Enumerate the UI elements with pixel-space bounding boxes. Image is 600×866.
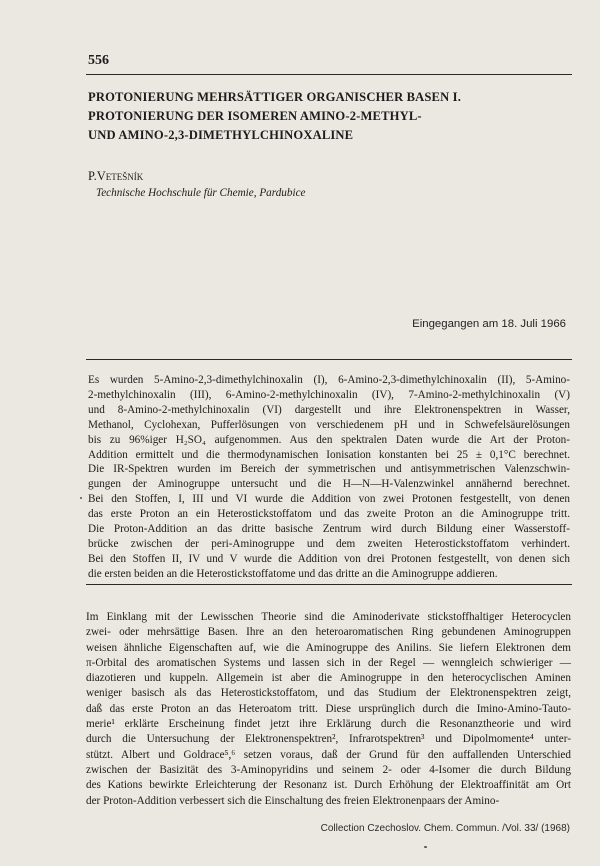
abstract-line: gungen der Aminogruppe untersucht und die H—N—H-Valenzwinkel annähernd berechnet. [88,478,570,491]
body-line: zwischen der Basizität des 3-Aminopyridins und seinem 2- oder 4-Isomer die durch Bildung [86,763,571,776]
header-rule [86,74,572,75]
body-line: diazotieren und kuppeln. Allgemein ist aber die Aminogruppe in den heterocyclischen Aminen [86,672,571,685]
scan-speck [424,846,427,848]
body-line: π-Orbital des aromatischen Systems und lassen sich in der Regel — wenngleich schwieriger — [86,656,571,669]
abstract-bottom-rule [86,584,572,585]
abstract-line: 2-methylchinoxalin (III), 6-Amino-2-methylchinoxalin (IV), 7-Amino-2-methylchinoxalin (V) [88,388,570,401]
journal-footer: Collection Czechoslov. Chem. Commun. /Vol. 33/ (1968) [320,823,570,834]
body-line: weisen ähnliche Eigenschaften auf, wie die Aminogruppe des Anilins. Sie liefern Elektronen dem [86,641,571,654]
abstract-line: Die IR-Spektren wurden im Bereich der symmetrischen und antisymmetrischen Valenzschwin- [88,463,570,476]
page-number: 556 [88,53,109,68]
author [88,169,143,184]
body-line: daß das erste Proton an das Heteroatom tritt. Diese ursprünglich durch die Imino-Amino-Tauto- [86,702,571,715]
abstract-line: das erste Proton an ein Heterostickstoffatom und das zweite Proton an die Aminogruppe tritt. [88,508,570,521]
article-title [88,88,558,145]
body-line: weniger basisch als das Heterostickstoffatom, und das Studium der Elektronenspektren zeigt, [86,687,571,700]
abstract-line: und 8-Amino-2-methylchinoxalin (VI) dargestellt und ihre Elektronenspektren in Wasser, [88,403,570,416]
abstract-line: Methanol, Cyclohexan, Pufferlösungen von verschiedenem pH und in Schwefelsäurelösungen [88,418,570,431]
scan-speck [80,497,82,499]
abstract-line: die ersten beiden an die Heterostickstoffatome und das dritte an die Aminogruppe addieren. [88,567,498,580]
body-line: stützt. Albert und Goldrace⁵,⁶ setzen voraus, daß der Grund für den auffallenden Unterschied [86,748,571,761]
body-line: der Proton-Addition verbessert sich die Einschaltung des freien Elektronenpaars der Amino- [86,794,500,807]
abstract [88,373,570,582]
abstract-line: Addition ermittelt und die thermodynamischen Ionisation konstanten bei 25 ± 0,1°C berechnet. [88,448,570,461]
received-date: Eingegangen am 18. Juli 1966 [412,318,566,330]
abstract-top-rule [86,359,572,360]
affiliation: Technische Hochschule für Chemie, Pardubice [96,187,306,199]
title-line-1: PROTONIERUNG MEHRSÄTTIGER ORGANISCHER BASEN I. [88,90,461,104]
body-line: Im Einklang mit der Lewisschen Theorie sind die Aminoderivate stickstoffhaltiger Heterocyclen [86,611,571,623]
title-line-3: UND AMINO-2,3-DIMETHYLCHINOXALINE [88,128,354,142]
abstract-line: bis zu 96%iger H₂SO₄ aufgenommen. Aus den spektralen Daten wurde die Art der Proton- [88,433,570,446]
body-line: des Kations bewirkte Erleichterung der Resonanz ist. Durch Erhöhung der Elektroaffinität am Ort [86,779,571,792]
abstract-line: Bei den Stoffen, I, III und VI wurde die Addition von zwei Protonen festgestellt, von denen [88,493,570,506]
body-text [86,610,571,809]
body-line: zwei- oder mehrsättige Basen. Ihre an den heteroaromatischen Ring gebundenen Aminogruppen [86,626,571,639]
abstract-line: Bei den Stoffen II, IV und V wurde die Addition von drei Protonen festgestellt, von denen sich [88,552,570,565]
abstract-line: Die Proton-Addition an das dritte basische Zentrum wird durch Bildung einer Wasserstoff- [88,523,570,536]
body-line: merie¹ erklärte Erscheinung findet jetzt ihre Erklärung durch die Resonanztheorie und wird [86,718,571,731]
author-name: P.Vetešník [88,169,144,183]
abstract-line: brücke zwischen der peri-Aminogruppe und dem zweiten Heterostickstoffatom verhindert. [88,537,570,550]
abstract-line: Es wurden 5-Amino-2,3-dimethylchinoxalin (I), 6-Amino-2,3-dimethylchinoxalin (II), 5-Amino- [88,374,570,386]
title-line-2: PROTONIERUNG DER ISOMEREN AMINO-2-METHYL- [88,109,422,123]
body-line: durch die Untersuchung der Elektronenspektren², Infrarotspektren³ und Dipolmomente⁴ unter- [86,733,571,746]
